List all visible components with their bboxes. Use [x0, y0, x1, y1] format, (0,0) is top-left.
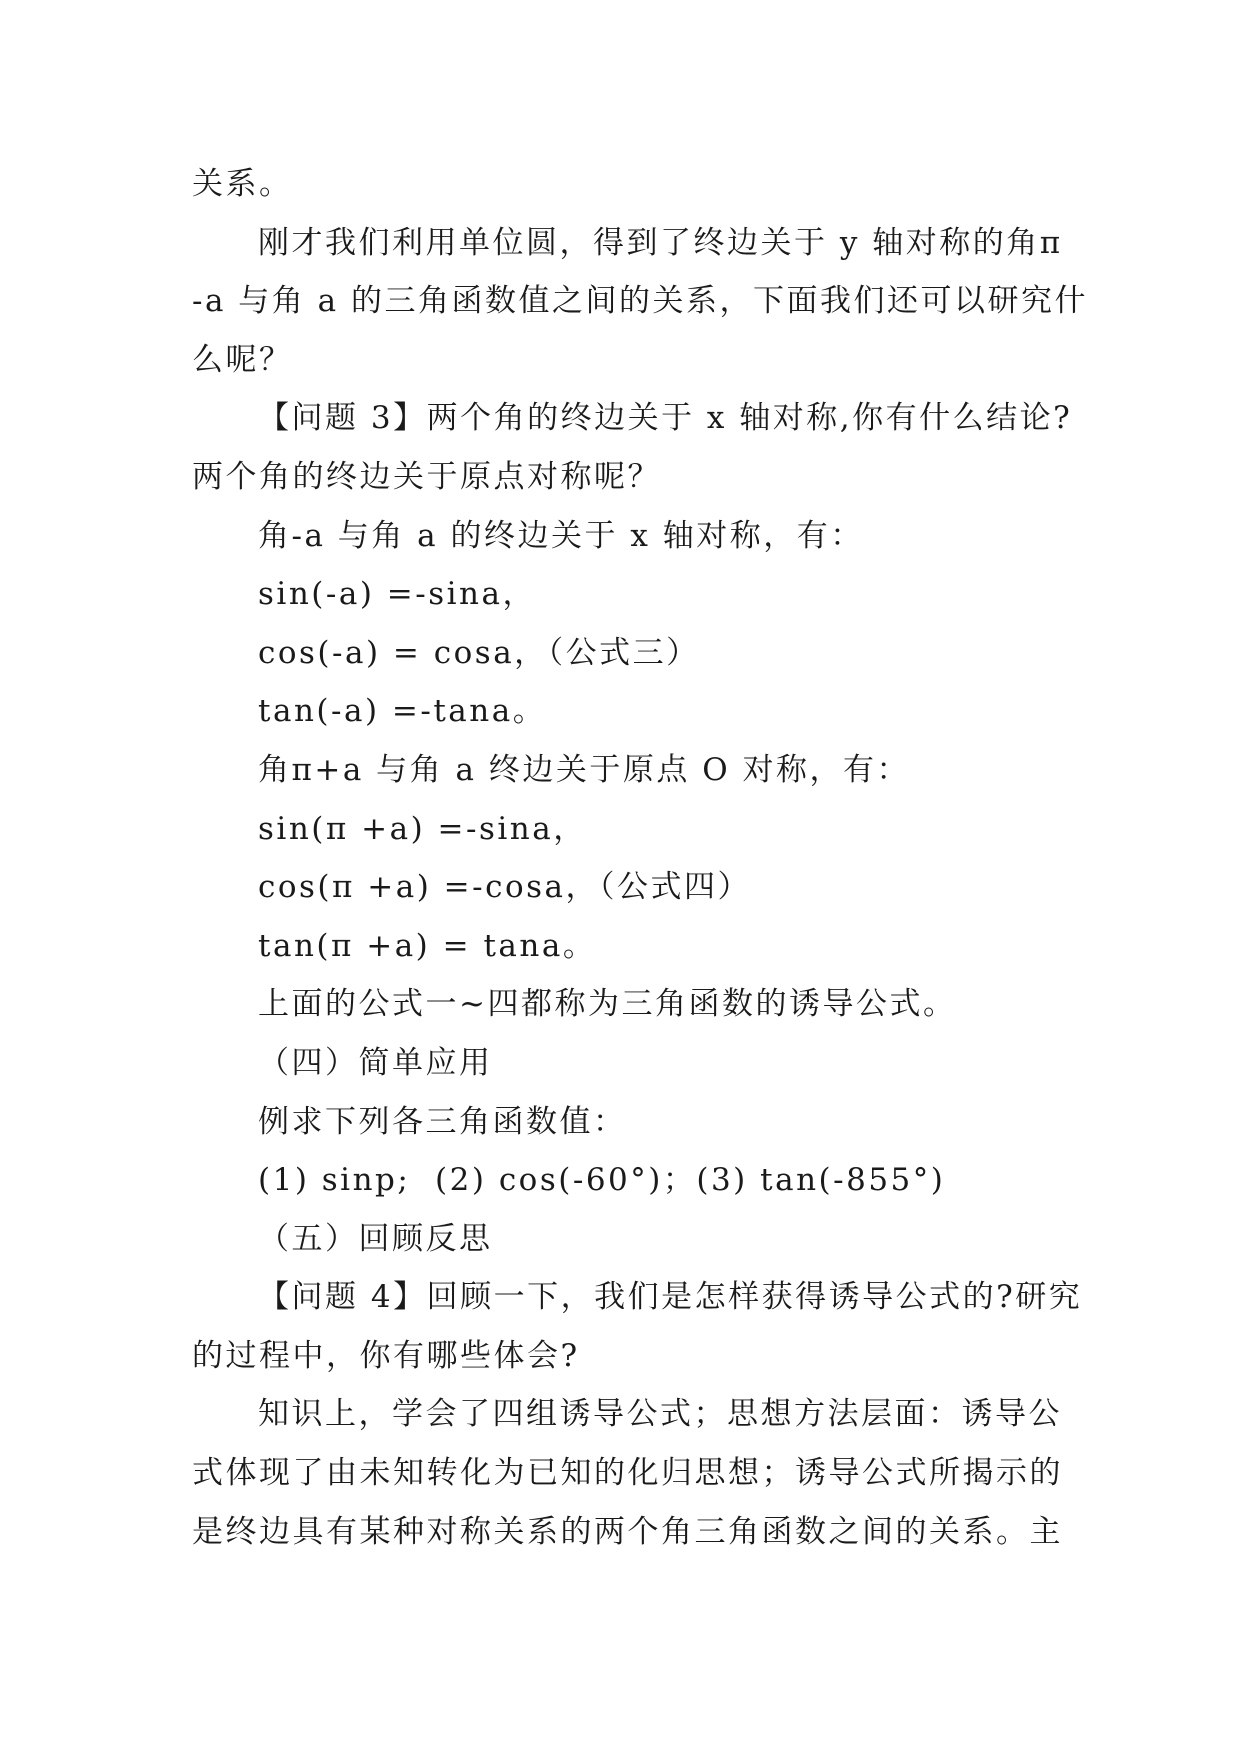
paragraph-line: 知识上，学会了四组诱导公式；思想方法层面：诱导公	[258, 1396, 1062, 1433]
formula-line: tan(π +a) = tana。	[258, 927, 597, 964]
section-heading: （五）回顾反思	[258, 1220, 493, 1257]
formula-line: sin(-a) =-sina，	[258, 576, 537, 613]
text-line: 式体现了由未知转化为已知的化归思想；诱导公式所揭示的	[192, 1455, 1063, 1492]
text-line: 关系。	[192, 166, 293, 202]
text-line: 两个角的终边关于原点对称呢？	[192, 458, 661, 495]
example-line: (1) sinp; (2) cos(-60°)；(3) tan(-855°)	[258, 1162, 946, 1199]
question-3-line: 【问题 3】两个角的终边关于 x 轴对称,你有什么结论?	[258, 400, 1073, 437]
paragraph-line: 角-a 与角 a 的终边关于 x 轴对称，有：	[258, 517, 864, 554]
formula-line: tan(-a) =-tana。	[258, 693, 547, 730]
document-page	[192, 155, 1088, 1561]
question-4-line: 【问题 4】回顾一下，我们是怎样获得诱导公式的?研究	[258, 1279, 1083, 1316]
paragraph-line: 刚才我们利用单位圆，得到了终边关于 y 轴对称的角π	[258, 224, 1063, 261]
text-line: 的过程中，你有哪些体会?	[192, 1337, 580, 1374]
paragraph-line: 上面的公式一~四都称为三角函数的诱导公式。	[258, 986, 957, 1023]
paragraph-line: 例求下列各三角函数值：	[258, 1103, 627, 1140]
formula-line: cos(-a) = cosa，（公式三）	[258, 634, 700, 671]
section-heading: （四）简单应用	[258, 1044, 493, 1081]
paragraph-line: 角π+a 与角 a 终边关于原点 O 对称，有：	[258, 751, 910, 788]
text-line: 么呢？	[192, 341, 293, 378]
text-line: 是终边具有某种对称关系的两个角三角函数之间的关系。主	[192, 1513, 1063, 1550]
formula-line: cos(π +a) =-cosa，（公式四）	[258, 869, 752, 906]
text-line: -a 与角 a 的三角函数值之间的关系，下面我们还可以研究什	[192, 283, 1088, 320]
formula-line: sin(π +a) =-sina，	[258, 810, 587, 847]
